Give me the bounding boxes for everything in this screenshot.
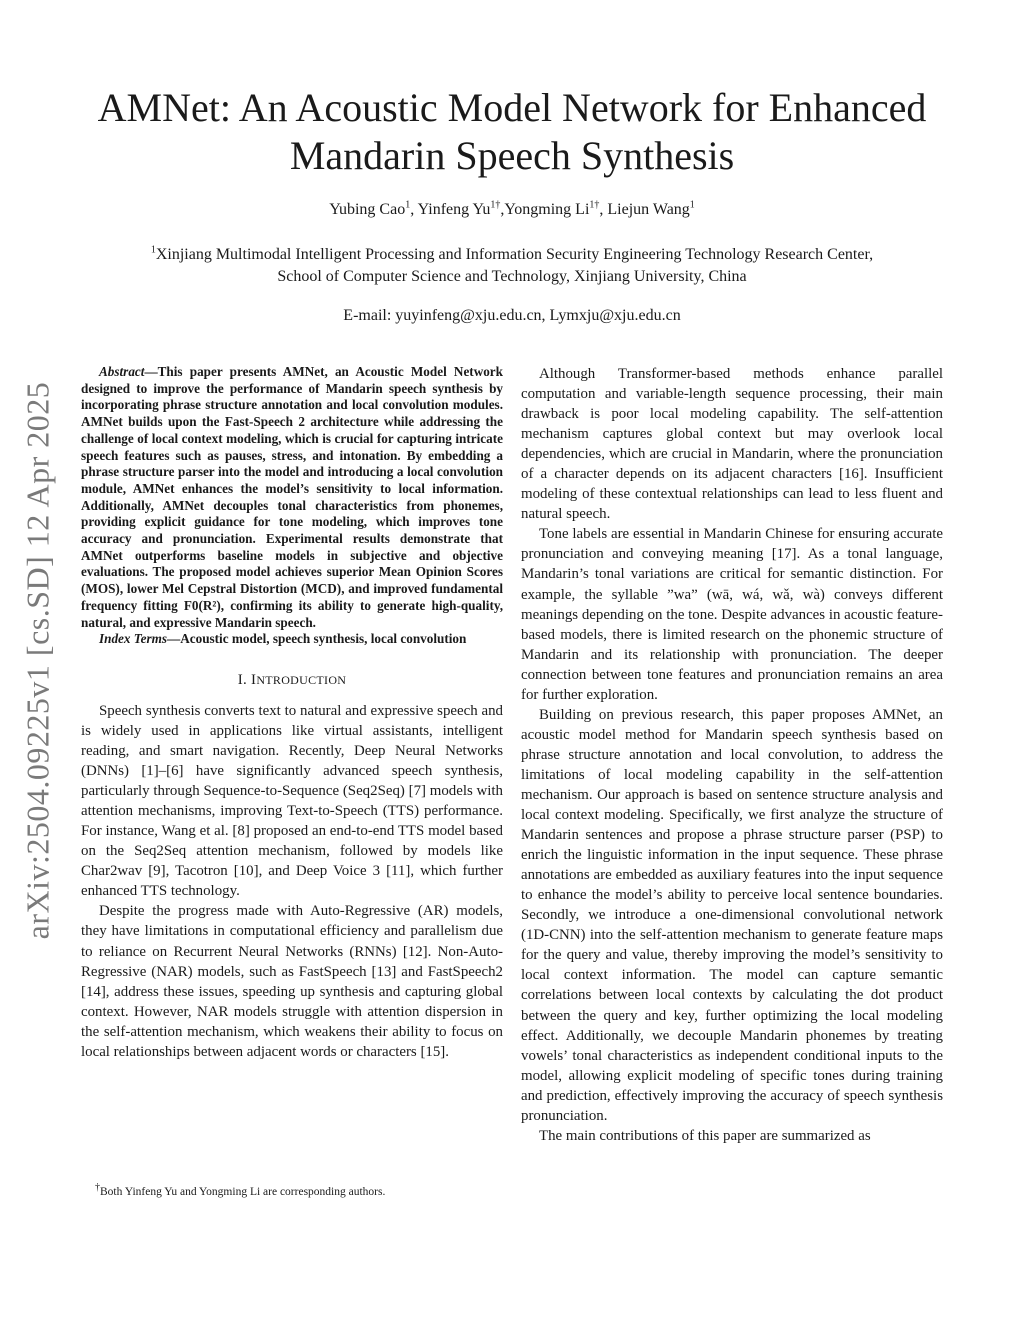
contact-email: E-mail: yuyinfeng@xju.edu.cn, Lymxju@xju.edu.cn <box>343 307 681 324</box>
author: Liejun Wang$^1$ <box>607 199 695 218</box>
abstract: Abstract—This paper presents AMNet, an Acoustic Model Network designed to improve the performance of Mandarin speech synthesis by incorporating phrase structure annotation and local convolution modules. AMNet builds upon the Fast-Speech 2 architecture while addressing the challenge of local context modeling, which is crucial for capturing intricate speech features such as pauses, stress, and intonation. By embedding a phrase structure parser into the model and introducing a local convolution module, AMNet enhances the model’s sensitivity to local information. Additionally, AMNet decouples tonal characteristics from phonemes, providing explicit guidance for tone modeling, which improves tone accuracy and pronunciation. Experimental results demonstrate that AMNet outperforms baseline models in subjective and objective evaluations. The proposed model achieves superior Mean Opinion Scores (MOS), lower Mel Cepstral Distortion (MCD), and improved fundamental frequency fitting F0(R²), confirming its ability to generate high-quality, natural, and expressive Mandarin speech. <box>81 364 503 630</box>
paper-title: AMNet: An Acoustic Model Network for Enhanced Mandarin Speech Synthesis <box>97 85 927 178</box>
index-terms: Index Terms—Acoustic model, speech synthesis, local convolution <box>99 631 467 647</box>
right-column <box>521 364 943 1146</box>
author: Yongming $Li^{1\dagger}$, <box>504 199 608 218</box>
body-paragraph: Tone labels are essential in Mandarin Chinese for ensuring accurate pronunciation and conveying meaning [17]. As a tonal language, Mandarin’s tonal variations are critical for semantic distinction. For example, the syllable ”wa” (wā, wá, wǎ, wà) conveys different meanings depending on the tone. Despite advances in acoustic feature-based models, there is limited research on the phonemic structure of Mandarin and its relationship with pronunciation. The deeper connection between tone features and pronunciation remains an area for further exploration. <box>521 526 943 703</box>
body-paragraph: Despite the progress made with Auto-Regressive (AR) models, they have limitations in computational efficiency and parallelism due to reliance on Recurrent Neural Networks (RNNs) [12]. Non-Auto-Regressive (NAR) models, such as FastSpeech [13] and FastSpeech2 [14], address these issues, speeding up synthesis and capturing global context. However, NAR models struggle with attention dispersion in the self-attention mechanism, which weakens their ability to focus on local relationships between adjacent words or characters [15]. <box>81 903 503 1060</box>
author-list <box>0 201 1024 219</box>
body-paragraph: Although Transformer-based methods enhance parallel computation and variable-length sequence processing, their main drawback is poor local modeling capability. The self-attention mechanism captures global context but may overlook local dependencies, which are crucial in Mandarin, where the pronunciation of a character depends on its adjacent characters [16]. Insufficient modeling of these contextual relationships can lead to less fluent and natural speech. <box>521 366 943 523</box>
body-paragraph: Speech synthesis converts text to natural and expressive speech and is widely used in applications like virtual assistants, intelligent reading, and smart navigation. Recently, Deep Neural Networks (DNNs) [1]–[6] have significantly advanced speech synthesis, particularly through Sequence-to-Sequence (Seq2Seq) [7] models with attention mechanisms, improving Text-to-Speech (TTS) performance. For instance, Wang et al. [8] proposed an end-to-end TTS model based on the Seq2Seq attention mechanism, followed by models like Char2wav [9], Tacotron [10], and Deep Voice 3 [11], which further enhanced TTS technology. <box>81 702 503 900</box>
body-paragraph: The main contributions of this paper are summarized as <box>539 1127 871 1144</box>
body-paragraph: Building on previous research, this paper proposes AMNet, an acoustic model method for Mandarin speech synthesis based on phrase structure annotation and local convolution, to address the limitations of local modeling capability in the self-attention mechanism. Our approach is based on sentence structure analysis and local context modeling. Specifically, we first analyze the structure of Mandarin sentences and propose a phrase structure parser (PSP) to enrich the linguistic information in the input sequence. These phrase annotations are embedded as auxiliary features into the input sequence to enhance the model’s ability to perceive local sentence boundaries. Secondly, we introduce a one-dimensional convolutional network (1D-CNN) into the self-attention mechanism to generate feature maps for the query and value, thereby improving the model’s sensitivity to local context information. The model can capture semantic correlations between local contexts by calculating the dot product between the query and key, further optimizing the local modeling effect. Additionally, we decouple Mandarin phonemes by treating vowels’ tonal characteristics as independent conditional inputs to the model, allowing explicit modeling of specific tones during training and prediction, effectively improving the accuracy of speech synthesis pronunciation. <box>521 706 943 1124</box>
footnote: †Both Yinfeng Yu and Yongming Li are corresponding authors. <box>95 1182 386 1198</box>
author: Yinfeng $Yu^{1\dagger}$, <box>417 199 505 218</box>
author: Yubing Cao$^1$, <box>329 199 418 218</box>
arxiv-sidebar <box>0 0 56 940</box>
affiliation: $^1$Xinjiang Multimodal Intelligent Processing and Information Security Engineering Technology Research Center, School of Computer Science and Technology, Xinjiang University, China <box>150 244 874 285</box>
left-column <box>81 364 503 1062</box>
arxiv-identifier: arXiv:2504.09225v1 [cs.SD] 12 Apr 2025 <box>19 381 56 940</box>
section-heading-introduction: I. INTRODUCTION <box>237 671 347 688</box>
